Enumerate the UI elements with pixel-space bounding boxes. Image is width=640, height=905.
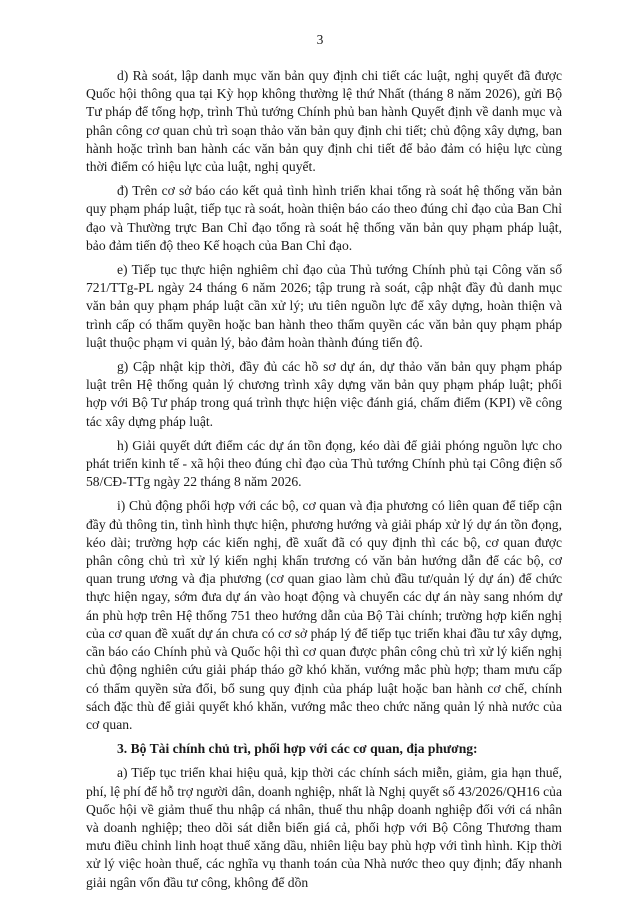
paragraph-i: i) Chủ động phối hợp với các bộ, cơ quan và địa phương có liên quan để tiếp cận đầy đủ thông tin, tình hình thực hiện, phương hướng và giải pháp xử lý dự án tồn đọng, kéo dài; trường hợp các kiến nghị, đề xuất đã có quy định thì các bộ, cơ quan được phân công chủ trì xử lý kiến nghị khẩn trương có văn bản hướng dẫn để các bộ, cơ quan trung ương và địa phương (cơ quan giao làm chủ đầu tư/quản lý dự án) để chức thực hiện ngay, sớm đưa dự án vào hoạt động và chuyển các dự án này sang nhóm dự án phù hợp trên Hệ thống 751 theo hướng dẫn của Bộ Tài chính; trường hợp kiến nghị của cơ quan đề xuất dự án chưa có cơ sở pháp lý để tiếp tục triển khai đầu tư xây dựng, cần báo cáo Chính phủ và Quốc hội thì cơ quan được phân công chủ trì xử lý kiến nghị chủ động nghiên cứu giải pháp tháo gỡ khó khăn, vướng mắc phù hợp; tham mưu cấp có thẩm quyền sửa đổi, bổ sung quy định của pháp luật hoặc ban hành cơ chế, chính sách đặc thù để giải quyết khó khăn, vướng mắc theo chức năng quản lý nhà nước của cơ quan. (86, 498, 562, 732)
paragraph-h: h) Giải quyết dứt điểm các dự án tồn đọng, kéo dài để giải phóng nguồn lực cho phát triển kinh tế - xã hội theo đúng chỉ đạo của Thủ tướng Chính phủ tại Công điện số 58/CĐ-TTg ngày 22 tháng 8 năm 2026. (86, 437, 562, 490)
document-body (86, 67, 562, 892)
page-number: 3 (316, 32, 324, 47)
paragraph-g: g) Cập nhật kịp thời, đầy đủ các hồ sơ dự án, dự thảo văn bản quy phạm pháp luật trên Hệ thống quản lý chương trình xây dựng văn bản quy phạm pháp luật; phối hợp với Bộ Tư pháp trong quá trình thực hiện việc đánh giá, chấm điểm (KPI) về công tác xây dựng pháp luật. (86, 359, 562, 429)
section-3-lead: 3. Bộ Tài chính chủ trì, phối hợp với các cơ quan, địa phương: (117, 741, 478, 757)
paragraph-d: d) Rà soát, lập danh mục văn bản quy định chi tiết các luật, nghị quyết đã được Quốc hội thông qua tại Kỳ họp không thường lệ thứ Nhất (tháng 8 năm 2026), gửi Bộ Tư pháp để tổng hợp, trình Thủ tướng Chính phủ ban hành Quyết định về danh mục và phân công cơ quan chủ trì soạn thảo văn bản quy định chi tiết; chủ động xây dựng, ban hành hoặc trình ban hành các văn bản quy định chi tiết để bảo đảm có hiệu lực cùng thời điểm có hiệu lực của luật, nghị quyết. (86, 68, 562, 175)
paragraph-dd: đ) Trên cơ sở báo cáo kết quả tình hình triển khai tổng rà soát hệ thống văn bản quy phạm pháp luật, tiếp tục rà soát, hoàn thiện báo cáo theo đúng chỉ đạo của Ban Chỉ đạo và Thường trực Ban Chỉ đạo tổng rà soát hệ thống văn bản quy phạm pháp luật, bảo đảm tiến độ theo Kế hoạch của Ban Chỉ đạo. (86, 183, 562, 253)
paragraph-e: e) Tiếp tục thực hiện nghiêm chỉ đạo của Thủ tướng Chính phủ tại Công văn số 721/TTg-PL ngày 24 tháng 6 năm 2026; tập trung rà soát, cập nhật đầy đủ danh mục văn bản quy phạm pháp luật cần xử lý; ưu tiên nguồn lực để xây dựng, hoàn thiện và trình cấp có thẩm quyền hoặc ban hành theo thẩm quyền các văn bản quy phạm pháp luật thuộc phạm vi quản lý, bảo đảm hoàn thành đúng tiến độ. (86, 262, 562, 350)
section-3-paragraph-a: a) Tiếp tục triển khai hiệu quả, kịp thời các chính sách miễn, giảm, gia hạn thuế, phí, lệ phí để hỗ trợ người dân, doanh nghiệp, nhất là Nghị quyết số 43/2026/QH16 của Quốc hội về giảm thuế thu nhập cá nhân, thuế thu nhập doanh nghiệp đối với cá nhân và doanh nghiệp; theo dõi sát diễn biến giá cả, phối hợp với Bộ Công Thương tham mưu điều chỉnh linh hoạt thuế xăng dầu, nhiên liệu bay phù hợp với tình hình. Kịp thời xử lý việc hoàn thuế, các nghĩa vụ thanh toán của Nhà nước theo quy định; đẩy nhanh giải ngân vốn đầu tư công, không để dồn (86, 765, 562, 890)
section-3-heading (86, 740, 562, 758)
